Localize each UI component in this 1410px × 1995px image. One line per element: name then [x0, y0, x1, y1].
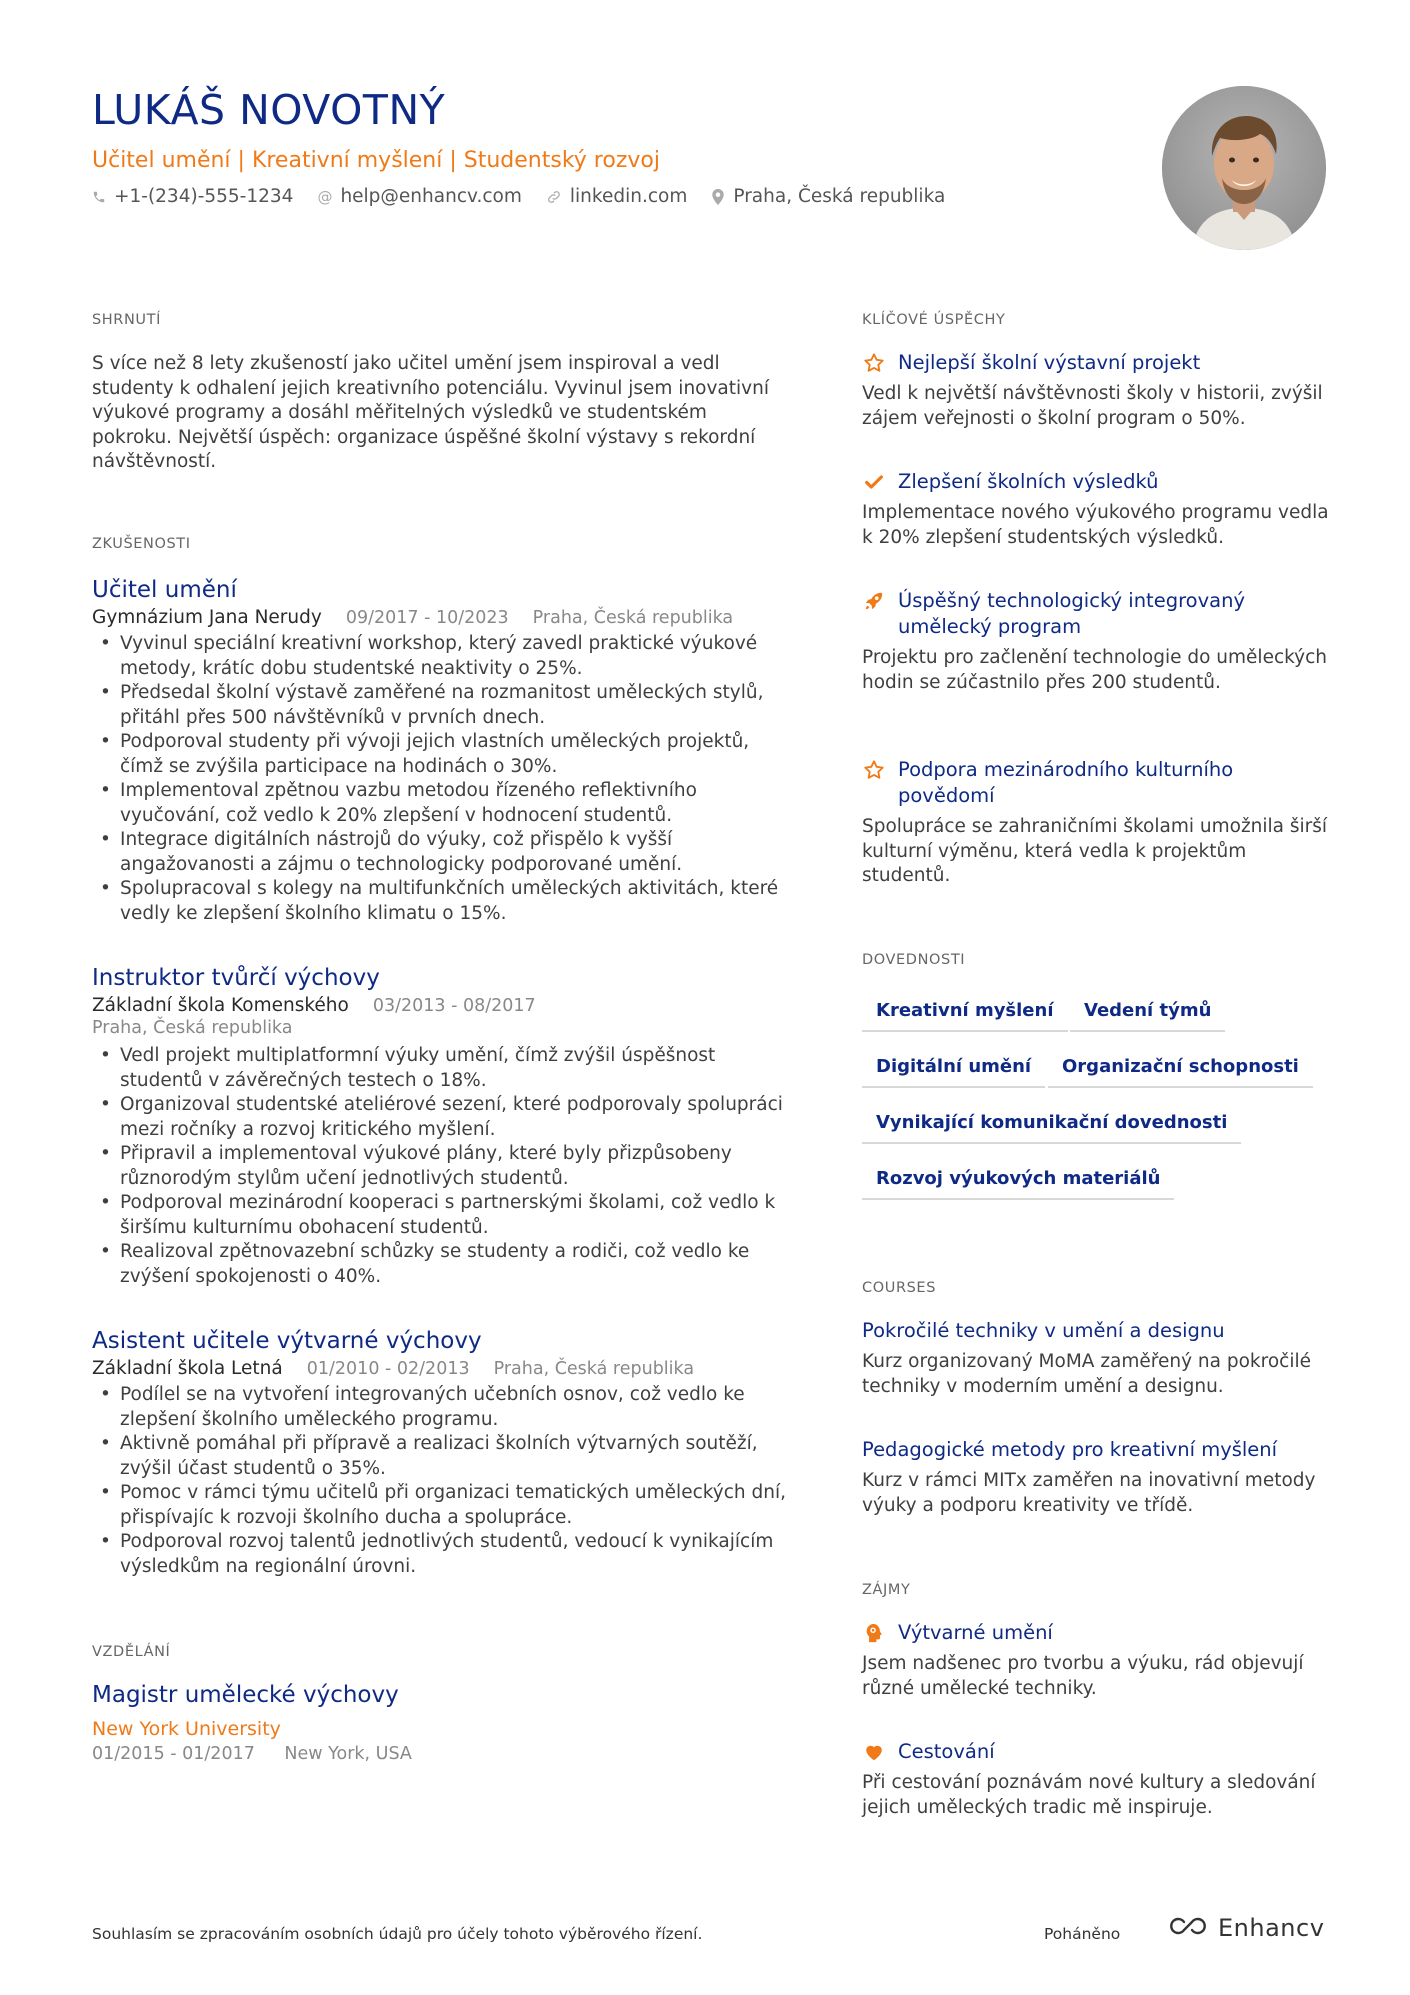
link-icon [546, 189, 562, 205]
candidate-subtitle: Učitel umění | Kreativní myšlení | Studentský rozvoj [92, 148, 660, 173]
experience-entry [92, 963, 792, 1289]
course-desc: Kurz organizovaný MoMA zaměřený na pokročilé techniky v moderním umění a designu. [862, 1351, 1311, 1397]
education-dates: 01/2015 - 01/2017 [92, 1744, 255, 1764]
summary-text: S více než 8 lety zkušeností jako učitel umění jsem inspiroval a vedl studenty k odhalení jejich kreativního potenciálu. Vyvinul jsem inovativní výukové programy a dosáhl měřitelných výsledků ve studentském pokroku. Největší úspěch: organizace úspěšné školní výstavy s rekordní návštěvností. [92, 353, 769, 472]
list-item: • Implementoval zpětnou vazbu metodou řízeného reflektivního vyučování, což vedlo k 20% zlepšení v hodnocení studentů. [92, 779, 792, 828]
education-section-title: VZDĚLÁNÍ [92, 1644, 171, 1660]
skill-tag: Rozvoj výukových materiálů [862, 1168, 1174, 1200]
achievement-item [862, 350, 1332, 431]
skills-section-title: DOVEDNOSTI [862, 952, 966, 968]
job-company: Základní škola Komenského [92, 995, 349, 1016]
experience-entry [92, 575, 792, 926]
course-item [862, 1437, 1332, 1518]
achievement-title: Zlepšení školních výsledků [898, 470, 1159, 493]
interest-desc: Při cestování poznávám nové kultury a sledování jejich uměleckých tradic mě inspiruje. [862, 1772, 1316, 1818]
job-location: Praha, Česká republika [532, 608, 734, 628]
job-dates: 01/2010 - 02/2013 [306, 1359, 470, 1379]
achievement-desc: Implementace nového výukového programu vedla k 20% zlepšení studentských výsledků. [862, 502, 1329, 548]
checkmark-icon [862, 470, 886, 494]
interest-title: Výtvarné umění [898, 1621, 1053, 1644]
summary-section-title: SHRNUTÍ [92, 312, 161, 328]
head-brain-icon [862, 1621, 886, 1645]
list-item: • Vedl projekt multiplatformní výuky umění, čímž zvýšil úspěšnost studentů v závěrečných testech o 18%. [92, 1044, 792, 1093]
achievement-title: Úspěšný technologický integrovaný umělecký program [898, 589, 1245, 638]
list-item: • Vyvinul speciální kreativní workshop, který zavedl praktické výukové metody, krátíc dobu studentské neaktivity o 25%. [92, 632, 792, 681]
contact-bar [92, 186, 969, 207]
list-item: • Připravil a implementoval výukové plány, které byly přizpůsobeny různorodým stylům učení jednotlivých studentů. [92, 1142, 792, 1191]
star-outline-icon [862, 758, 886, 782]
education-meta [92, 1742, 792, 1766]
interest-desc: Jsem nadšenec pro tvorbu a výuku, rád objevují různé umělecké techniky. [862, 1653, 1304, 1699]
skill-tag: Digitální umění [862, 1056, 1045, 1088]
candidate-name: LUKÁŠ NOVOTNÝ [92, 86, 446, 134]
interests-section-title: ZÁJMY [862, 1582, 911, 1598]
achievement-item [862, 757, 1332, 889]
heart-icon [862, 1740, 886, 1764]
email-text: help@enhancv.com [340, 186, 522, 207]
skill-tag: Kreativní myšlení [862, 1000, 1068, 1032]
achievements-section-title: KLÍČOVÉ ÚSPĚCHY [862, 312, 1006, 328]
list-item: • Aktivně pomáhal při přípravě a realizaci školních výtvarných soutěží, zvýšil účast studentů o 35%. [92, 1432, 792, 1481]
enhancv-brand-text: Enhancv [1218, 1914, 1325, 1942]
footer-consent: Souhlasím se zpracováním osobních údajů pro účely tohoto výběrového řízení. [92, 1925, 703, 1943]
job-meta [92, 1358, 792, 1379]
skill-tag: Vynikající komunikační dovednosti [862, 1112, 1241, 1144]
rocket-icon [862, 589, 886, 613]
contact-phone[interactable] [92, 186, 293, 207]
phone-text: +1-(234)-555-1234 [114, 186, 294, 207]
job-bullets [92, 1044, 792, 1289]
course-desc: Kurz v rámci MITx zaměřen na inovativní metody výuky a podporu kreativity ve třídě. [862, 1470, 1316, 1516]
education-location: New York, USA [284, 1744, 412, 1764]
location-text: Praha, Česká republika [733, 186, 946, 207]
list-item: • Podporoval rozvoj talentů jednotlivých studentů, vedoucí k vynikajícím výsledkům na regionální úrovni. [92, 1530, 792, 1579]
list-item: • Organizoval studentské ateliérové sezení, které podporovaly spolupráci mezi ročníky a rozvoj kritického myšlení. [92, 1093, 792, 1142]
job-company: Základní škola Letná [92, 1358, 283, 1379]
list-item: • Spolupracoval s kolegy na multifunkčních uměleckých aktivitách, které vedly ke zlepšení školního klimatu o 15%. [92, 877, 792, 926]
interest-item [862, 1739, 1332, 1820]
education-degree: Magistr umělecké výchovy [92, 1682, 399, 1708]
job-title: Instruktor tvůrčí výchovy [92, 965, 380, 991]
achievement-desc: Projektu pro začlenění technologie do uměleckých hodin se zúčastnilo přes 200 studentů. [862, 647, 1328, 693]
job-dates: 09/2017 - 10/2023 [345, 608, 509, 628]
list-item: • Předsedal školní výstavě zaměřené na rozmanitost uměleckých stylů, přitáhl přes 500 návštěvníků v prvních dnech. [92, 681, 792, 730]
achievement-item [862, 588, 1332, 695]
job-bullets [92, 1383, 792, 1579]
contact-email[interactable] [317, 186, 521, 207]
interest-item [862, 1620, 1332, 1701]
job-meta [92, 607, 792, 628]
phone-icon [92, 190, 106, 204]
achievement-item [862, 469, 1332, 550]
job-company: Gymnázium Jana Nerudy [92, 607, 322, 628]
location-pin-icon [711, 189, 725, 205]
list-item: • Podporoval mezinárodní kooperaci s partnerskými školami, což vedlo k širšímu kulturnímu obohacení studentů. [92, 1191, 792, 1240]
list-item: • Podporoval studenty při vývoji jejich vlastních uměleckých projektů, čímž se zvýšila participace na hodinách o 30%. [92, 730, 792, 779]
course-title: Pokročilé techniky v umění a designu [862, 1319, 1225, 1342]
job-location: Praha, Česká republika [493, 1359, 695, 1379]
footer-powered-by: Poháněno [1044, 1925, 1121, 1943]
enhancv-logo[interactable] [1166, 1914, 1324, 1942]
job-dates: 03/2013 - 08/2017 [372, 996, 536, 1016]
enhancv-logo-icon [1166, 1914, 1210, 1942]
course-title: Pedagogické metody pro kreativní myšlení [862, 1438, 1278, 1461]
achievement-desc: Vedl k největší návštěvnosti školy v historii, zvýšil zájem veřejnosti o školní program o 50%. [862, 383, 1323, 429]
job-meta [92, 995, 792, 1016]
contact-location [711, 186, 945, 207]
job-location: Praha, Česká republika [92, 1018, 293, 1038]
profile-photo [1162, 86, 1326, 250]
education-school: New York University [92, 1718, 281, 1740]
achievement-title: Podpora mezinárodního kulturního povědomí [898, 758, 1234, 807]
interest-title: Cestování [898, 1740, 995, 1763]
list-item: • Pomoc v rámci týmu učitelů při organizaci tematických uměleckých dní, přispívajíc k rozvoji školního ducha a spolupráce. [92, 1481, 792, 1530]
courses-section-title: COURSES [862, 1280, 936, 1296]
job-title: Učitel umění [92, 577, 237, 603]
course-item [862, 1318, 1332, 1399]
list-item: • Realizoval zpětnovazební schůzky se studenty a rodiči, což vedlo ke zvýšení spokojenosti o 40%. [92, 1240, 792, 1289]
experience-entry [92, 1326, 792, 1579]
skill-tag: Vedení týmů [1070, 1000, 1225, 1032]
skill-tag: Organizační schopnosti [1048, 1056, 1313, 1088]
linkedin-text: linkedin.com [569, 186, 688, 207]
list-item: • Podílel se na vytvoření integrovaných učebních osnov, což vedlo ke zlepšení školního uměleckého programu. [92, 1383, 792, 1432]
achievement-desc: Spolupráce se zahraničními školami umožnila širší kulturní výměnu, která vedla k projektům studentů. [862, 816, 1328, 886]
star-outline-icon [862, 351, 886, 375]
job-bullets [92, 632, 792, 926]
list-item: • Integrace digitálních nástrojů do výuky, což přispělo k vyšší angažovanosti a zájmu o technologicky podporované umění. [92, 828, 792, 877]
contact-linkedin[interactable] [546, 186, 687, 207]
experience-section-title: ZKUŠENOSTI [92, 536, 191, 552]
education-entry [92, 1680, 792, 1766]
job-title: Asistent učitele výtvarné výchovy [92, 1328, 482, 1354]
achievement-title: Nejlepší školní výstavní projekt [898, 351, 1201, 374]
at-icon: @ [317, 187, 333, 206]
